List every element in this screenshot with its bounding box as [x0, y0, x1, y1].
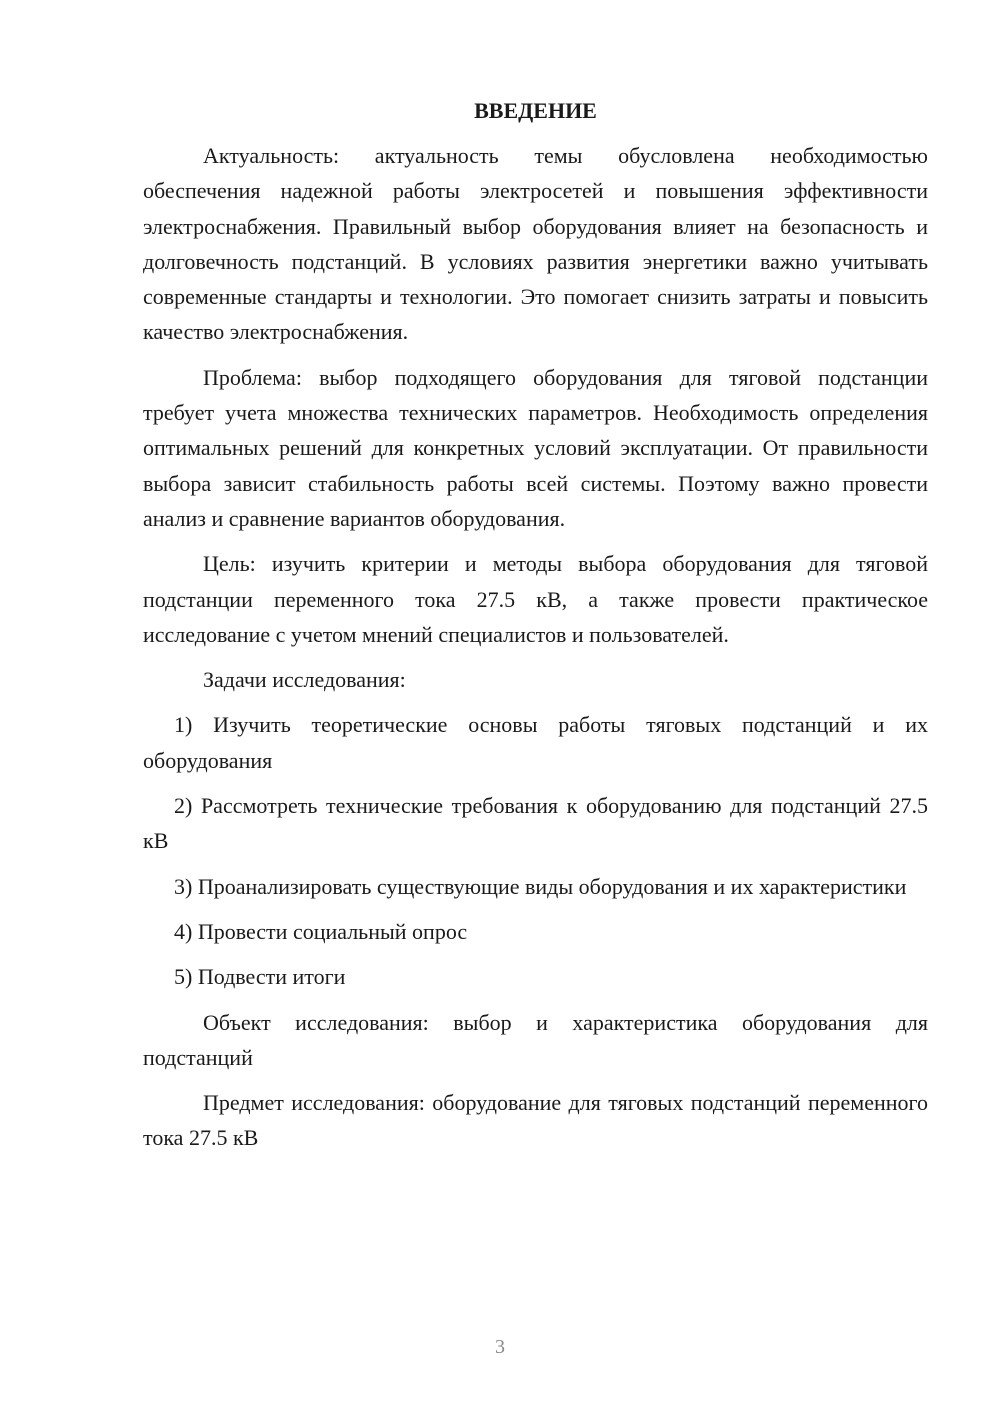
paragraph-tasks-intro: Задачи исследования:: [203, 667, 406, 693]
list-item: 4) Провести социальный опрос: [174, 918, 468, 944]
page-title: ВВЕДЕНИЕ: [474, 98, 597, 123]
paragraph-relevance: Актуальность: актуальность темы обусловлена необходимостью обеспечения надежной работы электросетей и повышения эффективности электроснабжения. Правильный выбор оборудования влияет на безопасность и долговечность подстанций. В условиях развития энергетики важно учитывать современные стандарты и технологии. Это помогает снизить затраты и повысить качество электроснабжения.: [143, 143, 928, 345]
list-item: 5) Подвести итоги: [174, 964, 346, 990]
document-page: [143, 93, 928, 1166]
paragraph-goal: Цель: изучить критерии и методы выбора оборудования для тяговой подстанции переменного тока 27.5 кВ, а также провести практическое исследование с учетом мнений специалистов и пользователей.: [143, 551, 928, 647]
tasks-list: [143, 707, 928, 994]
paragraph-subject: Предмет исследования: оборудование для тяговых подстанций переменного тока 27.5 кВ: [143, 1090, 928, 1151]
list-item: 3) Проанализировать существующие виды оборудования и их характеристики: [174, 873, 907, 899]
list-item: 2) Рассмотреть технические требования к оборудованию для подстанций 27.5 кВ: [143, 793, 928, 854]
page-number: 3: [495, 1336, 505, 1358]
list-item: 1) Изучить теоретические основы работы тяговых подстанций и их оборудования: [143, 712, 928, 773]
paragraph-object: Объект исследования: выбор и характеристика оборудования для подстанций: [143, 1009, 928, 1070]
paragraph-problem: Проблема: выбор подходящего оборудования для тяговой подстанции требует учета множества технических параметров. Необходимость определения оптимальных решений для конкретных условий эксплуатации. От правильности выбора зависит стабильность работы всей системы. Поэтому важно провести анализ и сравнение вариантов оборудования.: [143, 364, 928, 531]
